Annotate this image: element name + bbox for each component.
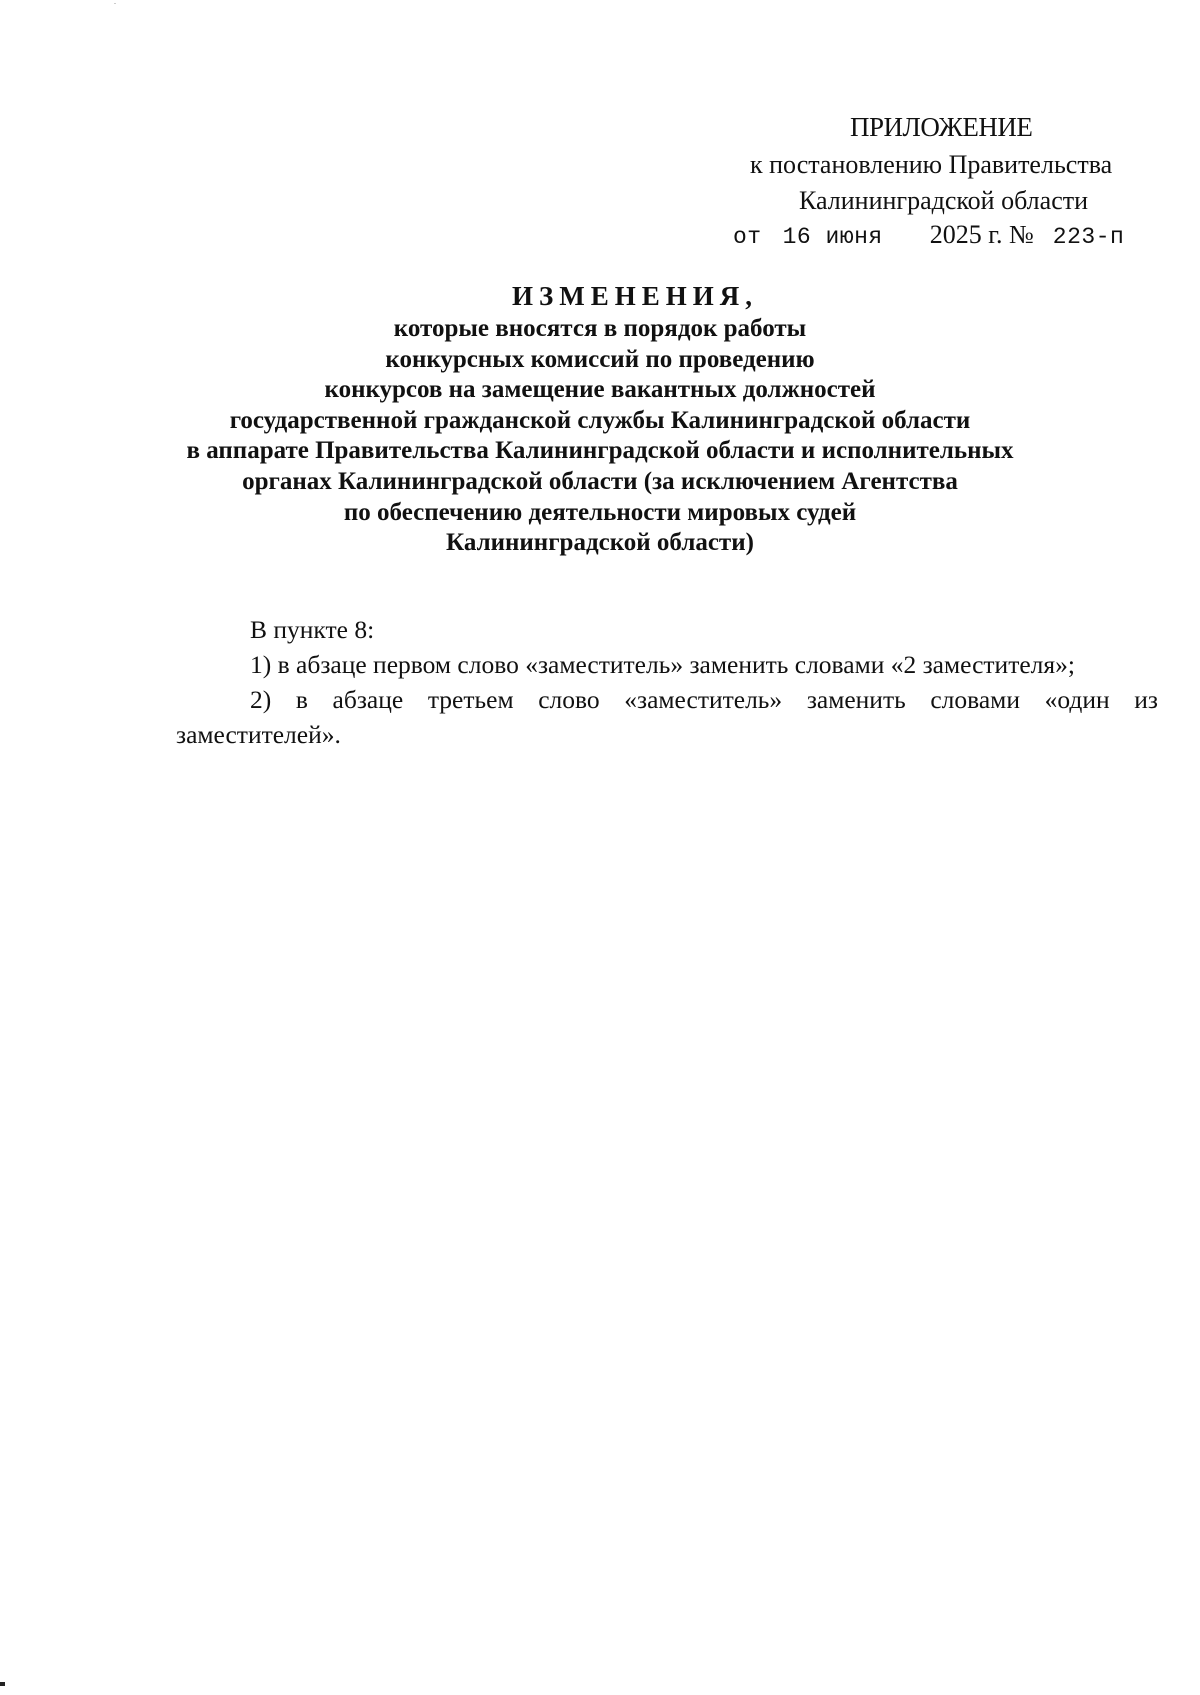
- heading-subtitle: [0, 314, 1200, 559]
- document-body: [176, 612, 1158, 752]
- heading-line: которые вносятся в порядок работы: [393, 315, 807, 342]
- date-prefix: от: [733, 224, 762, 250]
- annex-date-line: [733, 220, 1124, 250]
- date-value: 16 июня: [782, 224, 883, 250]
- annex-region-line: Калининградской области: [799, 186, 1089, 215]
- document-number: 223-п: [1052, 224, 1125, 250]
- document-heading: [0, 278, 1200, 559]
- scan-artifact: [0, 1682, 5, 1686]
- heading-line: по обеспечению деятельности мировых судей: [343, 498, 857, 526]
- heading-line: органах Калининградской области (за исключением Агентства: [242, 467, 958, 495]
- scan-artifact: [114, 3, 116, 4]
- paragraph-item-2: 2) в абзаце третьем слово «заместитель» заменить словами «один из заместителей».: [176, 685, 1158, 749]
- heading-line: Калининградской области): [446, 529, 754, 557]
- heading-title: ИЗМЕНЕНИЯ,: [511, 281, 758, 311]
- paragraph-intro: В пункте 8:: [250, 615, 375, 644]
- heading-line: государственной гражданской службы Калининградской области: [229, 406, 971, 434]
- paragraph-item-1: 1) в абзаце первом слово «заместитель» заменить словами «2 заместителя»;: [250, 650, 1075, 679]
- date-year: 2025 г. №: [929, 220, 1034, 249]
- heading-line: в аппарате Правительства Калининградской области и исполнительных: [186, 437, 1014, 465]
- heading-line: конкурсных комиссий по проведению: [385, 345, 815, 373]
- annex-title: ПРИЛОЖЕНИЕ: [850, 112, 1033, 142]
- heading-line: конкурсов на замещение вакантных должностей: [324, 376, 876, 404]
- annex-resolution-line: к постановлению Правительства: [750, 150, 1113, 179]
